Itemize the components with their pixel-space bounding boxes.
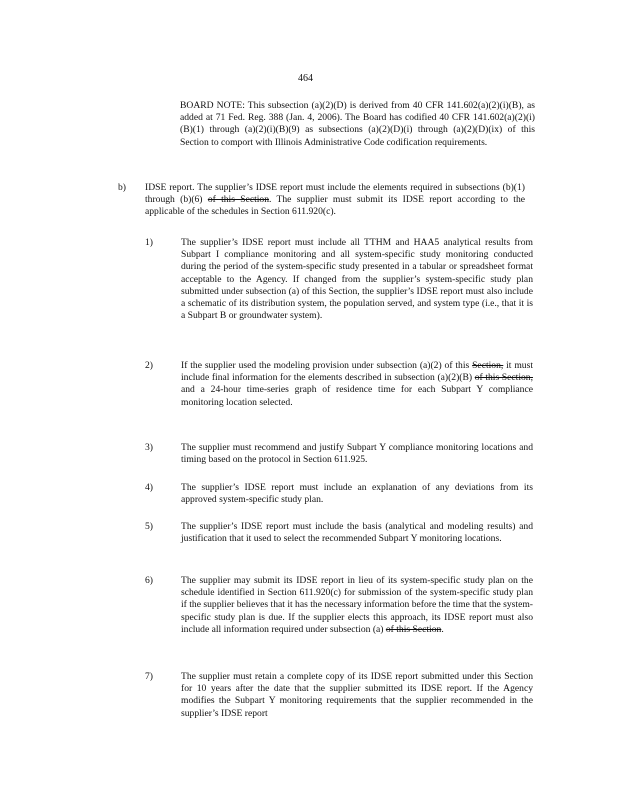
item-1-text: The supplier’s IDSE report must include all TTHM and HAA5 analytical results from Subpart I compliance monitoring and all system-specific study monitoring conducted during the period of the system-specific study presented in a tabular or spreadsheet format acceptable to the Agency. If changed from the supplier’s system-specific study plan submitted under subsection (a) of this Section, the supplier’s IDSE report must also include a schematic of its distribution system, the population served, and system type (i.e., that it is a Subpart B or groundwater system). <box>181 237 533 322</box>
item-2-strikethrough-1: Section, <box>472 360 504 371</box>
subsection-b-strikethrough: of this Section <box>207 194 270 206</box>
item-5-text: The supplier’s IDSE report must include the basis (analytical and modeling results) and justification that it used to select the recommended Subpart Y monitoring locations. <box>181 521 533 545</box>
item-2-text-part-1: If the supplier used the modeling provision under subsection (a)(2) of this <box>181 360 470 371</box>
item-2-text-part-2: it must include final information for the elements described in subsection (a)(2)(B) <box>181 360 533 384</box>
item-5-label: 5) <box>145 521 153 532</box>
item-2-text <box>181 360 533 409</box>
item-3-label: 3) <box>145 442 153 453</box>
item-7-label: 7) <box>145 671 153 682</box>
subsection-b-text <box>145 182 525 219</box>
item-6-text-part-1: The supplier may submit its IDSE report in lieu of its system-specific study plan on the schedule identified in Section 611.920(c) for submission of the system-specific study plan if the supplier believes that it has the necessary information before the time that the system-specific study plan is due. If the supplier elects this approach, its IDSE report must also include all information required under subsection (a) <box>181 575 533 635</box>
item-7-text: The supplier must retain a complete copy of its IDSE report submitted under this Section for 10 years after the date that the supplier submitted its IDSE report. If the Agency modifies the Subpart Y monitoring requirements that the supplier recommended in the supplier’s IDSE report <box>181 671 533 719</box>
subsection-b-label: b) <box>118 182 126 193</box>
item-2-label: 2) <box>145 360 153 371</box>
board-note: BOARD NOTE: This subsection (a)(2)(D) is derived from 40 CFR 141.602(a)(2)(i)(B), as added at 71 Fed. Reg. 388 (Jan. 4, 2006). The Board has codified 40 CFR 141.602(a)(2)(i)(B)(1) through (a)(2)(i)(B)(9) as subsections (a)(2)(D)(i) through (a)(2)(D)(ix) of this Section to comport with Illinois Administrative Code codification requirements. <box>180 100 535 148</box>
item-2-strikethrough-2: of this Section, <box>474 372 533 384</box>
item-1-label: 1) <box>145 237 153 248</box>
subsection-b-text-part-1: IDSE report. The supplier’s IDSE report must include the elements required in subsections (b)(1) through (b)(6) <box>145 182 525 206</box>
item-6-text-part-2: . <box>441 623 444 635</box>
item-3-text: The supplier must recommend and justify Subpart Y compliance monitoring locations and timing based on the protocol in Section 611.925. <box>181 442 533 466</box>
item-6-label: 6) <box>145 575 153 586</box>
subsection-b-text-part-2: . The supplier must submit its IDSE report according to the applicable of the schedules in Section 611.920(c). <box>145 194 525 218</box>
item-6-text <box>181 575 533 636</box>
item-2-text-part-3: and a 24-hour time-series graph of residence time for each Subpart Y compliance monitoring location selected. <box>181 384 533 408</box>
page-number: 464 <box>298 73 313 84</box>
item-4-text: The supplier’s IDSE report must include an explanation of any deviations from its approved system-specific study plan. <box>181 482 533 506</box>
item-6-strikethrough: of this Section <box>385 623 442 635</box>
item-4-label: 4) <box>145 482 153 493</box>
